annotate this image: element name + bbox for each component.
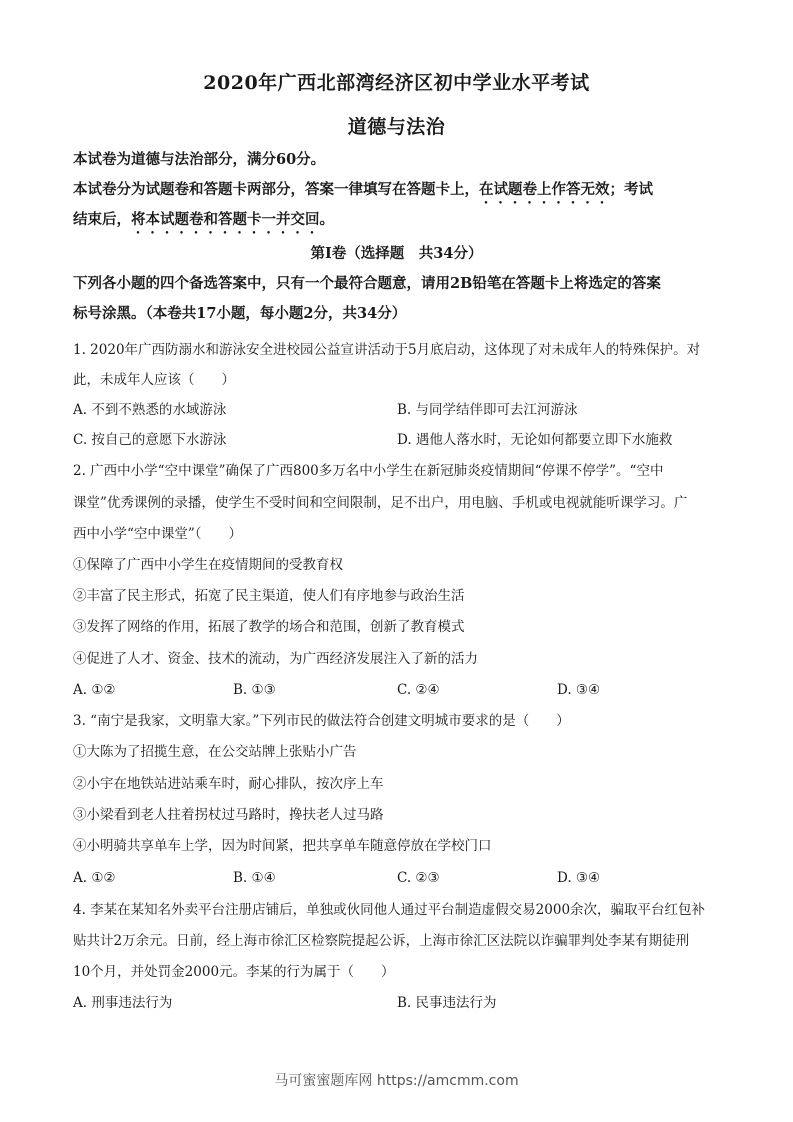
question-3-statement-3: ③小梁看到老人拄着拐杖过马路时，搀扶老人过马路	[73, 807, 384, 823]
question-1-option-b: B. 与同学结伴即可去江河游泳	[397, 402, 578, 418]
question-3-statement-2: ②小宇在地铁站进站乘车时，耐心排队，按次序上车	[73, 776, 384, 792]
instruction-line-2	[73, 180, 733, 207]
question-3-option-b: B. ①④	[233, 870, 276, 886]
question-2-statement-2: ②丰富了民主形式，拓宽了民主渠道，使人们有序地参与政治生活	[73, 588, 465, 604]
emphasized-text: 将本试题卷和答题卡一并交回	[131, 211, 320, 228]
instruction-text: ；考试	[609, 181, 653, 198]
question-2-stem-cont: 西中小学“空中课堂”（ ）	[73, 526, 243, 542]
instruction-text: 本试卷分为试题卷和答题卡两部分，答案一律填写在答题卡上，	[73, 181, 479, 198]
section-description-1: 下列各小题的四个备选答案中，只有一个最符合题意，请用2B铅笔在答题卡上将选定的答案	[73, 275, 661, 292]
section-heading: 第Ⅰ卷（选择题 共34分）	[310, 245, 483, 262]
question-2-option-d: D. ③④	[557, 682, 601, 698]
question-1-option-a: A. 不到不熟悉的水域游泳	[73, 402, 227, 418]
emphasized-text: 在试题卷上作答无效	[479, 181, 610, 198]
question-2-option-c: C. ②④	[397, 682, 440, 698]
instruction-text: 。	[319, 211, 334, 228]
instruction-line-3	[73, 210, 733, 237]
question-4-stem-cont: 10个月，并处罚金2000元。李某的行为属于（ ）	[73, 964, 395, 980]
question-2-stem-cont: 课堂”优秀课例的录播，使学生不受时间和空间限制，足不出户，用电脑、手机或电视就能听课学习。广	[73, 495, 688, 511]
subject-title: 道德与法治	[347, 116, 446, 138]
question-2-statement-1: ①保障了广西中小学生在疫情期间的受教育权	[73, 557, 343, 573]
question-3-option-a: A. ①②	[73, 870, 116, 886]
question-2-statement-4: ④促进了人才、资金、技术的流动，为广西经济发展注入了新的活力	[73, 651, 478, 667]
question-4-stem-cont: 贴共计2万余元。日前，经上海市徐汇区检察院提起公诉，上海市徐汇区法院以诈骗罪判处李某有期徒刑	[73, 933, 690, 949]
question-2-statement-3: ③发挥了网络的作用，拓展了教学的场合和范围，创新了教育模式	[73, 619, 465, 635]
question-3-statement-1: ①大陈为了招揽生意，在公交站牌上张贴小广告	[73, 744, 357, 760]
question-1-option-c: C. 按自己的意愿下水游泳	[73, 432, 227, 448]
question-4-option-b: B. 民事违法行为	[397, 995, 497, 1011]
question-3-stem: 3. “南宁是我家，文明靠大家。”下列市民的做法符合创建文明城市要求的是（ ）	[73, 713, 570, 729]
instruction-text: 结束后，	[73, 211, 131, 228]
question-4-stem: 4. 李某在某知名外卖平台注册店铺后，单独或伙同他人通过平台制造虚假交易2000余次，骗取平台红包补	[73, 902, 706, 918]
question-2-option-b: B. ①③	[233, 682, 276, 698]
question-4-option-a: A. 刑事违法行为	[73, 995, 173, 1011]
section-description-2: 标号涂黑。（本卷共17小题，每小题2分，共34分）	[73, 305, 407, 322]
question-3-option-c: C. ②③	[397, 870, 440, 886]
question-1-stem-cont: 此，未成年人应该（ ）	[73, 372, 235, 388]
footer-watermark: 马可蜜蜜题库网 https://amcmm.com	[274, 1073, 519, 1089]
question-1-stem: 1. 2020年广西防溺水和游泳安全进校园公益宣讲活动于5月底启动，这体现了对未成年人的特殊保护。对	[73, 342, 701, 358]
exam-title: 2020年广西北部湾经济区初中学业水平考试	[203, 72, 590, 94]
question-2-stem: 2. 广西中小学“空中课堂”确保了广西800多万名中小学生在新冠肺炎疫情期间“停课不停学”。“空中	[73, 463, 664, 479]
question-2-option-a: A. ①②	[73, 682, 116, 698]
question-3-statement-4: ④小明骑共享单车上学，因为时间紧，把共享单车随意停放在学校门口	[73, 838, 492, 854]
instruction-line-1: 本试卷为道德与法治部分，满分60分。	[73, 151, 326, 168]
question-1-option-d: D. 遇他人落水时，无论如何都要立即下水施救	[397, 432, 673, 448]
question-3-option-d: D. ③④	[557, 870, 601, 886]
